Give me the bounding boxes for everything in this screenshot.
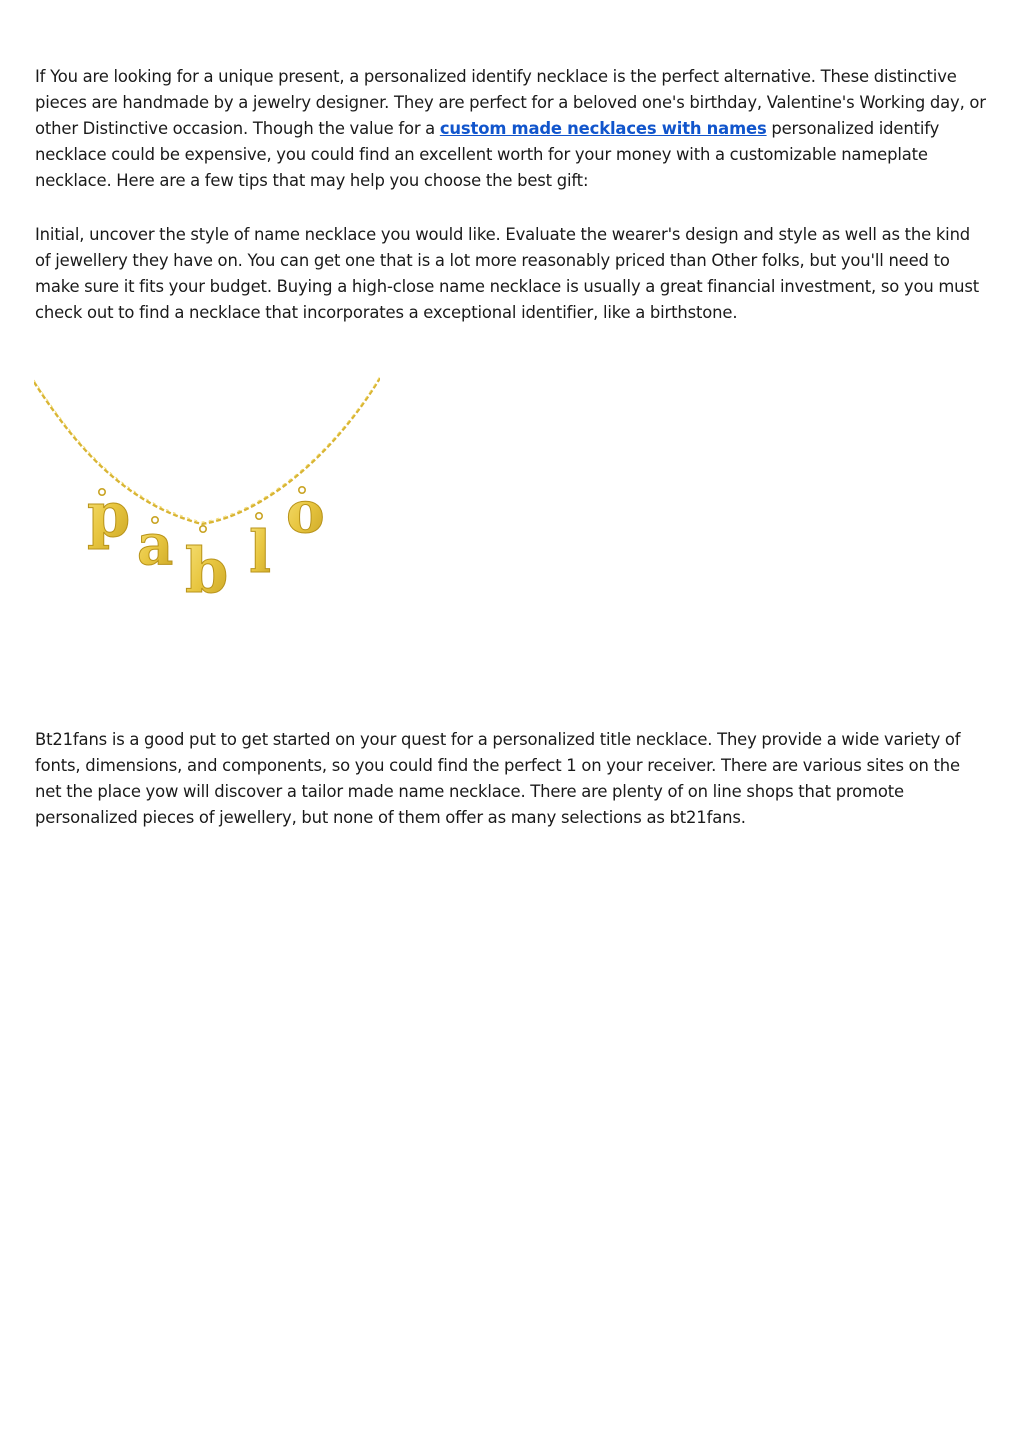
pendant-letter-b: b <box>185 534 229 606</box>
pendant-letter-a: a <box>137 512 174 578</box>
necklace-chain <box>34 378 380 524</box>
paragraph-style-tips: Initial, uncover the style of name necklace you would like. Evaluate the wearer's design and style as well as the kind of jewellery they have on. You can get one that is a lot more reasonably priced than Other folks, but you'll need to make sure it fits your budget. Buying a high-close name necklace is usually a great financial investment, so you must check out to find a necklace that incorporates a exceptional identifier, like a birthstone. <box>35 225 980 322</box>
pendant-a <box>137 512 173 578</box>
pendant-letter-p: p <box>87 478 131 551</box>
paragraph-intro-text-start: If You are looking for a unique present, a personalized identify necklace is the perfect alternative. These distinctive pieces are handmade by a jewelry designer. They are perfect for a beloved one's birthday, Valentine's Working day, or other Distinctive occasion. Though the value for a <box>35 67 986 138</box>
necklace-chain-highlight <box>34 376 380 522</box>
paragraph-intro <box>35 64 990 194</box>
pendant-letter-l: l <box>249 518 272 586</box>
pendant-o <box>286 478 325 546</box>
necklace-illustration <box>34 374 380 606</box>
pendant-b <box>185 526 228 606</box>
pendant-letter-o: o <box>286 478 325 546</box>
paragraph-bt21fans: Bt21fans is a good put to get started on your quest for a personalized title necklace. They provide a wide variety of fonts, dimensions, and components, so you could find the perfect 1 on your receiver. There are various sites on the net the place yow will discover a tailor made name necklace. There are plenty of on line shops that promote personalized pieces of jewellery, but none of them offer as many selections as bt21fans. <box>35 730 961 827</box>
name-necklace-image <box>34 374 380 606</box>
pendant-p <box>87 478 130 551</box>
pendant-l <box>249 513 271 586</box>
paragraph-intro-text-end: personalized identify necklace could be expensive, you could find an excellent worth for your money with a customizable nameplate necklace. Here are a few tips that may help you choose the best gift: <box>35 119 940 190</box>
custom-necklaces-link[interactable]: custom made necklaces with names <box>439 119 767 138</box>
